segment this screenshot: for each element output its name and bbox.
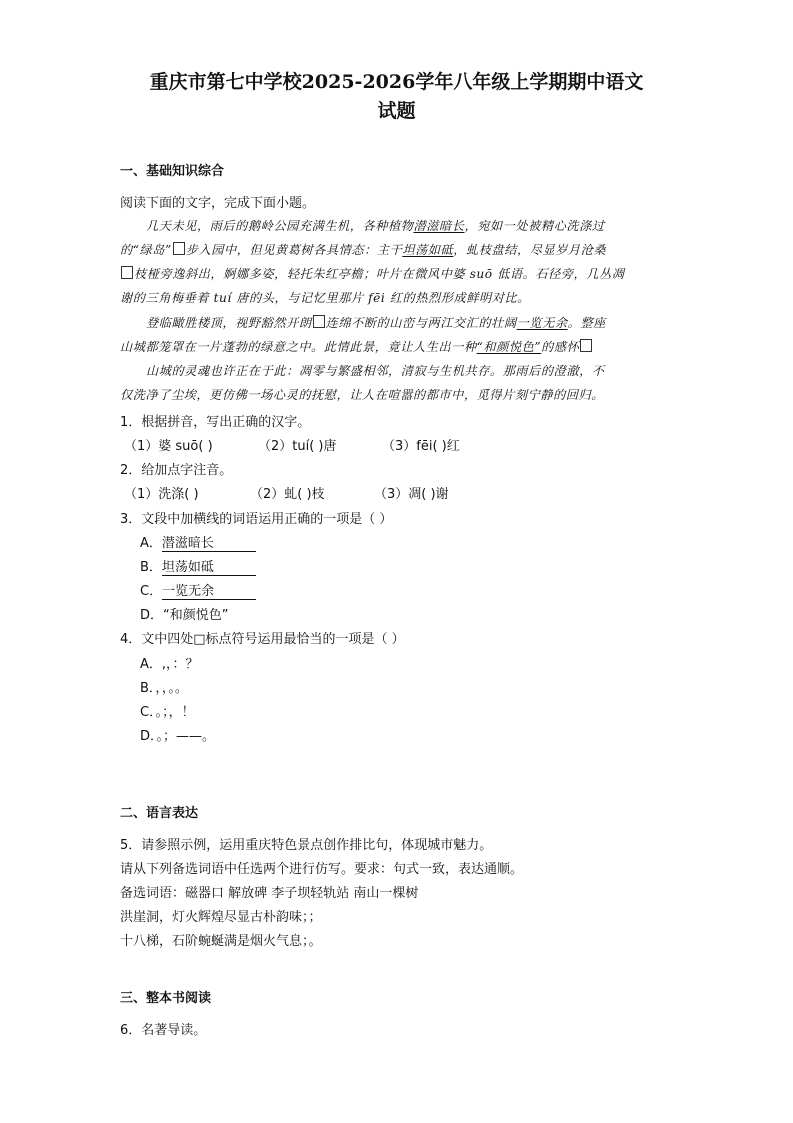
question-2-items [124,483,449,502]
underlined-term-b: 坦荡如砥 [402,243,454,257]
title-line-2: 试题 [377,100,416,122]
question-5-requirement: 请从下列备选词语中任选两个进行仿写。要求：句式一致，表达通顺。 [120,862,524,877]
q1-item: （1）婆 suō( ) [124,439,213,454]
underlined-term-a: 潜滋暗长 [413,219,465,233]
reading-instruction: 阅读下面的文字，完成下面小题。 [120,196,316,211]
question-5-stem: 5．请参照示例，运用重庆特色景点创作排比句，体现城市魅力。 [120,838,493,853]
section-heading-3: 三、整本书阅读 [120,991,212,1006]
blank-box [173,242,185,255]
question-5-example: 洪崖洞，灯火辉煌尽显古朴韵味；； [120,910,322,925]
question-6-stem: 6．名著导读。 [120,1023,207,1038]
passage-line: 山城的灵魂也许正在于此：凋零与繁盛相邻，清寂与生机共存。那雨后的澄澈，不 [146,364,605,378]
passage-line: 枝桠旁逸斜出，婀娜多姿，轻托朱红亭檐；叶片在微风中婆 suō 低语。石径旁，几丛凋 [120,265,656,282]
passage-line: 谢的三角梅垂着 tuí 唐的头，与记忆里那片 fēi 红的热烈形成鲜明对比。 [120,291,530,305]
q4-option-c: C．。；，！ [140,705,195,720]
title-line-1: 重庆市第七中学校2025-2026学年八年级上学期期中语文 [149,71,644,93]
page-title [100,68,693,126]
question-1-stem: 1．根据拼音，写出正确的汉字。 [120,415,311,430]
q3-option-a: A．潜滋暗长 [140,532,256,552]
q2-item: （1）洗涤( ) [124,487,199,502]
q1-item: （2）tuí( )唐 [258,439,337,454]
question-5-example: 十八梯，石阶蜿蜒满是烟火气息；。 [120,934,322,949]
underlined-term-c: 一览无余 [516,316,568,330]
q1-item: （3）fēi( )红 [382,439,460,454]
passage-line: 几天未见，雨后的鹅岭公园充满生机，各种植物潜滋暗长，宛如一处被精心洗涤过 [146,219,605,233]
blank-box [313,315,325,328]
q2-item: （3）凋( )谢 [374,487,449,502]
question-5-word-options: 备选词语：磁器口 解放碑 李子坝轻轨站 南山一棵树 [120,886,419,901]
question-1-items [124,435,460,454]
question-2-stem: 2．给加点字注音。 [120,463,233,478]
q4-option-b: B．，，。。 [140,681,188,696]
q3-option-c: C．一览无余 [140,580,256,600]
q2-item: （2）虬( )枝 [250,487,325,502]
q4-option-d: D．。；——。 [140,729,216,744]
q3-option-d: D．“和颜悦色” [140,608,229,623]
q4-option-a: A．,，：？ [140,657,199,672]
passage-line: 仅洗净了尘埃，更仿佛一场心灵的抚慰，让人在喧嚣的都市中，觅得片刻宁静的回归。 [120,388,605,402]
section-heading-1: 一、基础知识综合 [120,164,225,179]
question-4-stem: 4．文中四处□标点符号运用最恰当的一项是（ ） [120,632,405,647]
q3-option-b: B．坦荡如砥 [140,556,256,576]
blank-box [121,266,133,279]
question-3-stem: 3．文段中加横线的词语运用正确的一项是（ ） [120,512,393,527]
underlined-term-d: “和颜悦色” [476,340,542,354]
passage-line: 山城都笼罩在一片蓬勃的绿意之中。此情此景，竟让人生出一种“和颜悦色”的感怀 [120,338,656,355]
blank-box [580,339,592,352]
section-heading-2: 二、语言表达 [120,806,199,821]
passage-line: 的“绿岛” 步入园中，但见黄葛树各具情态：主干坦荡如砥，虬枝盘结，尽显岁月沧桑 [120,243,607,257]
passage-line: 登临瞰胜楼顶，视野豁然开朗 连绵不断的山峦与两江交汇的壮阔一览无余。整座 [146,316,606,330]
